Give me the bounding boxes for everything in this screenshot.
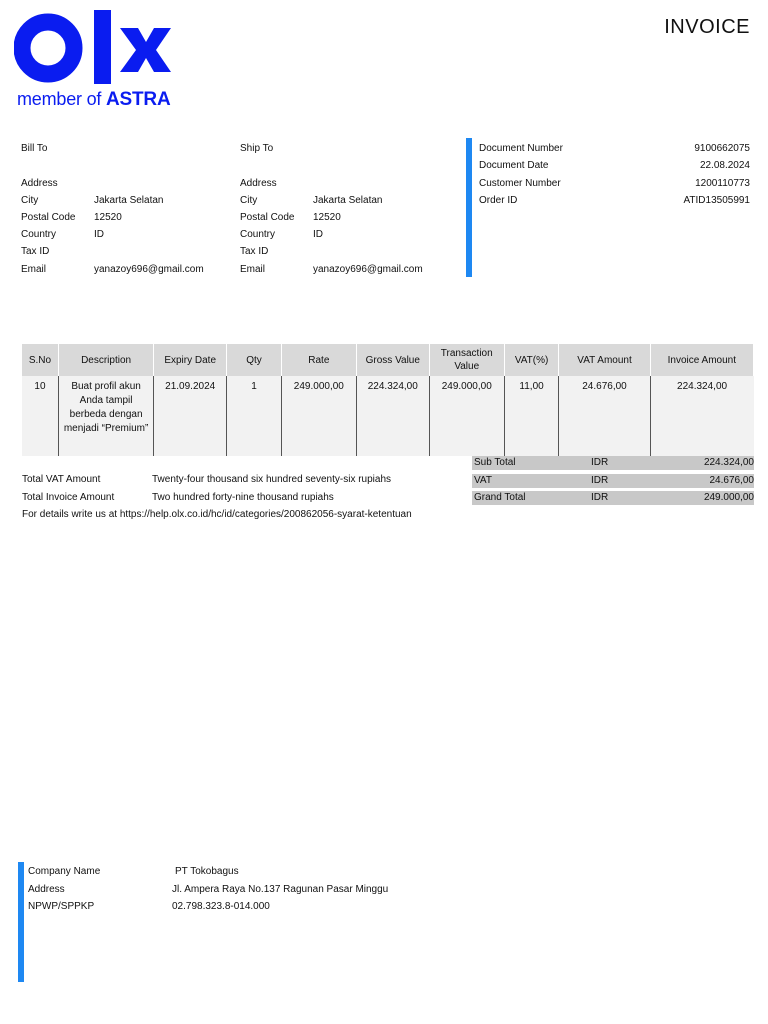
ship-to-city-label: City [240,195,258,206]
header-vat-amount: VAT Amount [559,344,650,376]
table-header-row [22,344,754,376]
ship-to-postal: 12520 [313,212,341,223]
order-id-label: Order ID [479,195,518,206]
cell-rate: 249.000,00 [281,376,356,456]
tagline-brand: ASTRA [106,89,171,110]
ship-to-heading: Ship To [240,143,274,154]
doc-number-label: Document Number [479,143,563,154]
subtotal-label: Sub Total [474,457,516,468]
cell-invoice-amount: 224.324,00 [650,376,753,456]
subtotal-row [472,456,754,470]
olx-logo-mark [14,8,174,88]
subtotal-value: 224.324,00 [703,457,754,468]
details-link-text[interactable]: For details write us at https://help.olx.co.id/hc/id/categories/200862056-syarat-ketentuan [22,509,412,520]
bill-to-country: ID [94,229,104,240]
bill-to-postal: 12520 [94,212,122,223]
company-address: Jl. Ampera Raya No.137 Ragunan Pasar Minggu [172,884,389,895]
grand-total-row [472,491,754,505]
vat-currency: IDR [591,475,609,486]
vat-label: VAT [474,475,492,486]
ship-to-email: yanazoy696@gmail.com [313,264,423,275]
total-vat-label: Total VAT Amount [22,474,101,485]
ship-to-email-label: Email [240,264,266,275]
order-id: ATID13505991 [683,195,750,206]
total-invoice-label: Total Invoice Amount [22,492,115,503]
ship-to-country-label: Country [240,229,276,240]
grand-total-value: 249.000,00 [703,492,754,503]
ship-to-country: ID [313,229,323,240]
company-name: PT Tokobagus [175,866,239,877]
header-rate: Rate [281,344,356,376]
cell-vat-amount: 24.676,00 [559,376,650,456]
npwp-label: NPWP/SPPKP [28,901,95,912]
cell-transaction-value: 249.000,00 [429,376,504,456]
doc-info-accent-bar [466,138,472,277]
cell-sno: 10 [22,376,58,456]
ship-to-postal-label: Postal Code [240,212,295,223]
bill-to-city-label: City [21,195,39,206]
grand-total-label: Grand Total [474,492,526,503]
total-vat-words: Twenty-four thousand six hundred seventy-six rupiahs [152,474,392,485]
bill-to-email: yanazoy696@gmail.com [94,264,204,275]
header-invoice-amount: Invoice Amount [650,344,753,376]
vat-row [472,474,754,488]
page-title: INVOICE [664,16,750,38]
grand-total-currency: IDR [591,492,609,503]
bill-to-heading: Bill To [21,143,48,154]
header-qty: Qty [227,344,282,376]
ship-to-city: Jakarta Selatan [313,195,383,206]
table-row [22,376,754,456]
doc-number: 9100662075 [694,143,750,154]
header-description: Description [58,344,153,376]
company-name-label: Company Name [28,866,101,877]
customer-number-label: Customer Number [479,178,561,189]
bill-to-postal-label: Postal Code [21,212,76,223]
bill-to-city: Jakarta Selatan [94,195,164,206]
company-address-label: Address [28,884,65,895]
header-transaction-value: Transaction Value [429,344,504,376]
cell-description: Buat profil akun Anda tampil berbeda dengan menjadi “Premium” [58,376,153,456]
items-table [22,344,754,456]
logo-tagline [17,89,170,111]
bill-to-tax-label: Tax ID [21,246,50,257]
header-vat-percent: VAT(%) [504,344,559,376]
tagline-prefix: member of [17,89,107,109]
cell-vat-percent: 11,00 [504,376,559,456]
header-gross-value: Gross Value [356,344,429,376]
subtotal-currency: IDR [591,457,609,468]
total-invoice-words: Two hundred forty-nine thousand rupiahs [152,492,334,503]
olx-logo [14,8,194,113]
footer-accent-bar [18,862,24,982]
cell-gross-value: 224.324,00 [356,376,429,456]
cell-expiry-date: 21.09.2024 [154,376,227,456]
ship-to-tax-label: Tax ID [240,246,269,257]
doc-date: 22.08.2024 [699,160,750,171]
npwp-value: 02.798.323.8-014.000 [172,901,270,912]
ship-to-address-label: Address [240,178,277,189]
bill-to-address-label: Address [21,178,58,189]
bill-to-country-label: Country [21,229,57,240]
bill-to-email-label: Email [21,264,47,275]
vat-value: 24.676,00 [709,475,754,486]
header-expiry-date: Expiry Date [154,344,227,376]
header-sno: S.No [22,344,58,376]
doc-date-label: Document Date [479,160,549,171]
cell-qty: 1 [227,376,282,456]
customer-number: 1200110773 [695,178,750,189]
